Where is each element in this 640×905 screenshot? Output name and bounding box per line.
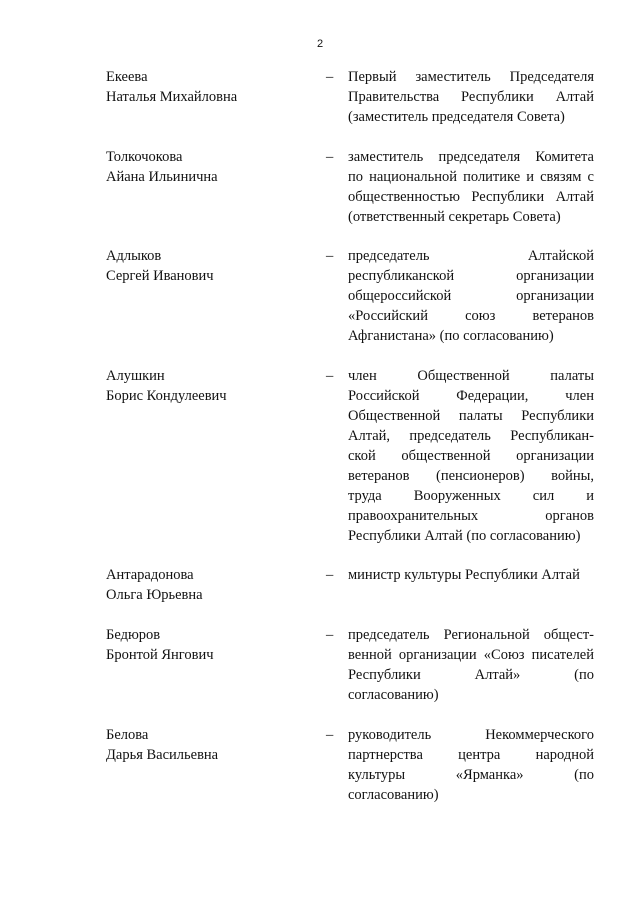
role-line: труда Вооруженных сил и (348, 488, 594, 504)
role-line: согласованию) (348, 687, 439, 703)
member-given-names: Борис Кондулеевич (106, 388, 227, 404)
member-name (106, 565, 306, 605)
member-given-names: Бронтой Янгович (106, 647, 214, 663)
member-name (106, 67, 306, 107)
member-role (348, 625, 594, 705)
role-line: заместитель председателя Комитета (348, 149, 594, 165)
role-line: (заместитель председателя Совета) (348, 109, 565, 125)
role-line: Правительства Республики Алтай (348, 89, 594, 105)
member-role (348, 565, 594, 585)
dash-separator: – (326, 627, 334, 643)
role-line: руководитель Некоммерческого (348, 727, 594, 743)
role-line: ской общественной организации (348, 448, 594, 464)
role-line: Российской Федерации, член (348, 388, 594, 404)
role-line: Республики Алтай» (по (348, 667, 594, 683)
role-line: республиканской организации (348, 268, 594, 284)
page-number: 2 (316, 38, 324, 50)
role-line: Афганистана» (по согласованию) (348, 328, 554, 344)
member-surname: Антарадонова (106, 567, 194, 583)
member-role (348, 725, 594, 805)
member-surname: Толкочокова (106, 149, 183, 165)
dash-separator: – (326, 149, 334, 165)
role-line: (ответственный секретарь Совета) (348, 209, 561, 225)
role-line: венной организации «Союз писателей (348, 647, 594, 663)
role-line: «Российский союз ветеранов (348, 308, 594, 324)
member-name (106, 246, 306, 286)
dash-separator: – (326, 69, 334, 85)
role-line: согласованию) (348, 787, 439, 803)
role-line: Первый заместитель Председателя (348, 69, 594, 85)
member-surname: Белова (106, 727, 149, 743)
member-given-names: Дарья Васильевна (106, 747, 219, 763)
member-name (106, 725, 306, 765)
member-surname: Бедюров (106, 627, 161, 643)
role-line: Алтай, председатель Республикан- (348, 428, 594, 444)
member-surname: Екеева (106, 69, 148, 85)
dash-separator: – (326, 567, 334, 583)
role-line: партнерства центра народной (348, 747, 594, 763)
role-line: член Общественной палаты (348, 368, 594, 384)
role-line: правоохранительных органов (348, 508, 594, 524)
member-role (348, 366, 594, 546)
dash-separator: – (326, 368, 334, 384)
dash-separator: – (326, 727, 334, 743)
member-name (106, 366, 306, 406)
role-line: общероссийской организации (348, 288, 594, 304)
member-given-names: Айана Ильинична (106, 169, 218, 185)
role-line: Республики Алтай (по согласованию) (348, 528, 581, 544)
member-surname: Алушкин (106, 368, 165, 384)
member-surname: Адлыков (106, 248, 162, 264)
member-name (106, 147, 306, 187)
role-line: культуры «Ярманка» (по (348, 767, 594, 783)
member-given-names: Сергей Иванович (106, 268, 214, 284)
role-line: Общественной палаты Республики (348, 408, 594, 424)
member-role (348, 147, 594, 227)
member-given-names: Наталья Михайловна (106, 89, 238, 105)
role-line: общественностью Республики Алтай (348, 189, 594, 205)
dash-separator: – (326, 248, 334, 264)
member-role (348, 246, 594, 346)
role-line: председатель Региональной общест- (348, 627, 594, 643)
role-line: председатель Алтайской (348, 248, 594, 264)
role-line: ветеранов (пенсионеров) войны, (348, 468, 594, 484)
role-line: по национальной политике и связям с (348, 169, 594, 185)
member-given-names: Ольга Юрьевна (106, 587, 203, 603)
role-line: министр культуры Республики Алтай (348, 567, 580, 583)
member-name (106, 625, 306, 665)
member-role (348, 67, 594, 127)
